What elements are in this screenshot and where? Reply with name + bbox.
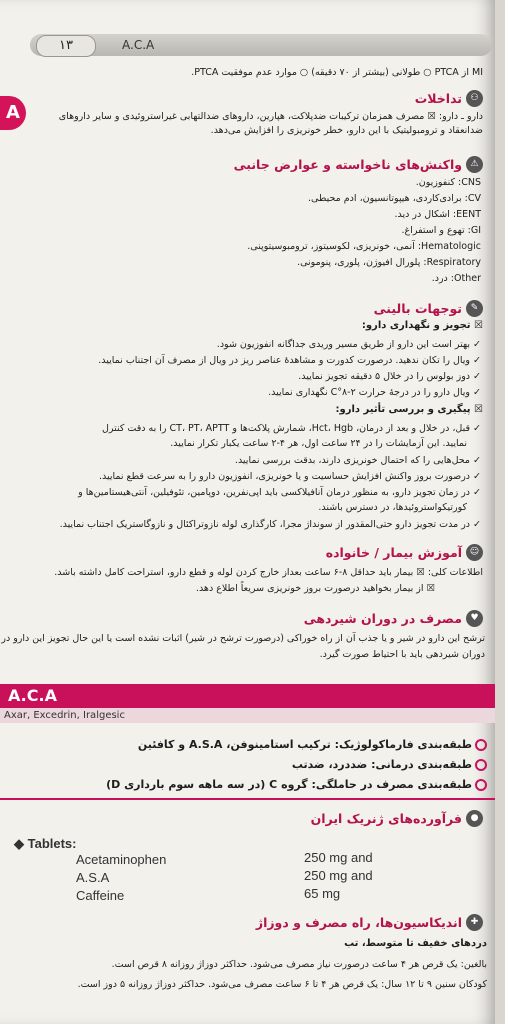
page-number: ۱۳: [36, 35, 96, 57]
tablets-text: Tablets:: [27, 836, 77, 851]
indication-line: کودکان سنین ۹ تا ۱۲ سال: یک قرص هر ۴ تا ۶ ساعت مصرف می‌شود. حداکثر دوزاژ روزانه ۵ دوز است.: [77, 979, 487, 990]
class-pregnancy: [106, 776, 487, 793]
nursing-heading: [374, 298, 483, 317]
product-name: Caffeine: [76, 888, 125, 903]
lactation-line: دوران شیردهی باید با احتیاط صورت گیرد.: [319, 649, 485, 660]
admin-item: ✓ بهتر است این دارو از طریق مسیر وریدی جداگانه انفوزیون شود.: [216, 339, 481, 350]
adverse-item: Hematologic: آنمی، خونریزی، لکوسیتوز، ترومبوسیتوپنی.: [247, 241, 481, 252]
bullet-icon: [475, 759, 487, 771]
adverse-item: GI: تهوع و استفراغ.: [401, 225, 481, 236]
indications-title: اندیکاسیون‌ها، راه مصرف و دوزاژ: [255, 915, 462, 930]
indications-heading: [256, 912, 483, 931]
indications-subtitle: دردهای خفیف تا متوسط، تب: [344, 938, 487, 949]
monitor-item: کورتیکواستروئیدها، در دسترس باشند.: [318, 502, 467, 513]
adverse-item: Respiratory: پلورال افیوژن، پلوری، پنومونی.: [297, 257, 481, 268]
adverse-heading: [234, 154, 483, 173]
tablets-label: [14, 836, 77, 852]
adverse-item: Other: درد.: [431, 273, 481, 284]
education-line: ☒ از بیمار بخواهید درصورت بروز خونریزی سریعاً اطلاع دهد.: [195, 583, 435, 594]
lactation-heading: [304, 608, 483, 627]
adverse-item: EENT: اشکال در دید.: [394, 209, 481, 220]
syringe-icon: ✚: [466, 914, 483, 931]
drug-title-bar: [0, 684, 495, 708]
class-text: طبقه‌بندی مصرف در حاملگی: گروه C (در سه ماهه سوم بارداری D): [106, 778, 472, 791]
clipboard-icon: ✎: [466, 300, 483, 317]
admin-item: ✓ ویال را تکان ندهید. درصورت کدورت و مشاهدهٔ عناصر ریز در ویال از مصرف آن اجتناب نمایید.: [98, 355, 481, 366]
warning-icon: ⚠: [466, 156, 483, 173]
education-title: آموزش بیمار / خانواده: [325, 545, 462, 560]
admin-item: ✓ ویال دارو را در درجهٔ حرارت ۲-۸°C نگهداری نمایید.: [268, 387, 481, 398]
diamond-bullet-icon: ◆: [14, 836, 28, 851]
education-heading: [326, 542, 483, 561]
family-icon: ☺: [466, 544, 483, 561]
interactions-title: تداخلات: [414, 91, 462, 106]
monitor-subtitle: ☒ پیگیری و بررسی تأثیر دارو:: [335, 404, 483, 415]
alphabet-tab: A: [0, 96, 26, 130]
interactions-line: ضدانعقاد و ترومبولیتیک با این دارو، خطر خونریزی را افزایش می‌دهد.: [210, 125, 483, 136]
section-divider: [0, 798, 495, 800]
products-title: فرآورده‌های ژنریک ایران: [310, 811, 462, 826]
adverse-item: CV: برادی‌کاردی، هیپوتانسیون، ادم محیطی.: [307, 193, 481, 204]
header-title: A.C.A: [122, 38, 155, 52]
pill-icon: ●: [466, 810, 483, 827]
monitor-item: ✓ درصورت بروز واکنش افزایش حساسیت و یا خونریزی، انفوزیون دارو را به سرعت قطع نمایید.: [98, 471, 481, 482]
mother-icon: ♥: [466, 610, 483, 627]
lactation-title: مصرف در دوران شیردهی: [303, 611, 462, 626]
product-dose: 65 mg: [304, 886, 341, 901]
bullet-icon: [475, 739, 487, 751]
brand-names: Axar, Excedrin, Iralgesic: [4, 710, 125, 721]
interactions-line: دارو ـ دارو: ☒ مصرف همزمان ترکیبات ضدپلاکت، هپارین، داروهای ضدالتهابی غیراستروئیدی و سایر داروهای: [58, 111, 483, 122]
monitor-item: ✓ قبل، در خلال و بعد از درمان، Hct، Hgb، شمارش پلاکت‌ها و CT، PT، APTT را به دقت کنترل: [101, 423, 481, 434]
bullet-icon: [475, 779, 487, 791]
class-text: طبقه‌بندی درمانی: ضددرد، ضدتب: [291, 758, 472, 771]
interaction-icon: ⚇: [466, 90, 483, 107]
products-heading: [311, 808, 483, 827]
education-line: اطلاعات کلی: ☒ بیمار باید حداقل ۸-۶ ساعت بعداز خارج کردن لوله و قطع دارو، استراحت کامل داشته باشد.: [54, 567, 483, 578]
admin-item: ✓ دوز بولوس را در خلال ۵ دقیقه تجویز نمایید.: [298, 371, 481, 382]
adverse-item: CNS: کنفوزیون.: [415, 177, 481, 188]
monitor-item: نمایید. این آزمایشات را در ۲۴ ساعت اول، هر ۴-۲ ساعت یکبار تکرار نمایید.: [170, 438, 467, 449]
adverse-title: واکنش‌های ناخواسته و عوارض جانبی: [233, 157, 462, 172]
drug-name: A.C.A: [8, 686, 57, 705]
product-name: Acetaminophen: [76, 852, 167, 867]
indication-line: بالغین: یک قرص هر ۴ ساعت درصورت نیاز مصرف می‌شود. حداکثر دوزاژ روزانه ۸ قرص است.: [111, 959, 487, 970]
class-pharmacologic: [138, 736, 487, 753]
class-text: طبقه‌بندی فارماکولوژیک: ترکیب استامینوفن، A.S.A و کافئین: [137, 738, 472, 751]
monitor-item: ✓ در مدت تجویز دارو حتی‌المقدور از سونداژ مجرا، کارگذاری لوله نازوتراکئال و نازوگاستریک اجتناب نمایید.: [59, 519, 481, 530]
admin-subtitle: ☒ تجویز و نگهداری دارو:: [361, 320, 483, 331]
product-dose: 250 mg and: [304, 850, 373, 865]
nursing-title: توجهات بالینی: [373, 301, 462, 316]
lactation-line: ترشح این دارو در شیر و یا جذب آن از راه خوراکی (درصورت ترشح در شیر) اثبات نشده است یا این حال تجویز این دارو در: [1, 633, 485, 644]
class-therapeutic: [292, 756, 487, 773]
interactions-heading: [415, 88, 483, 107]
page-header: [30, 34, 492, 56]
product-dose: 250 mg and: [304, 868, 373, 883]
product-name: A.S.A: [76, 870, 110, 885]
monitor-item: ✓ در زمان تجویز دارو، به منظور درمان آنافیلاکسی باید اپی‌نفرین، دوپامین، تئوفیلین، آنتی‌هیستامین‌ها و: [78, 487, 481, 498]
monitor-item: ✓ محل‌هایی را که احتمال خونریزی دارند، بدقت بررسی نمایید.: [234, 455, 481, 466]
top-line: MI از PTCA ○ طولانی (بیشتر از ۷۰ دقیقه) ○ موارد عدم موفقیت PTCA.: [191, 67, 483, 78]
